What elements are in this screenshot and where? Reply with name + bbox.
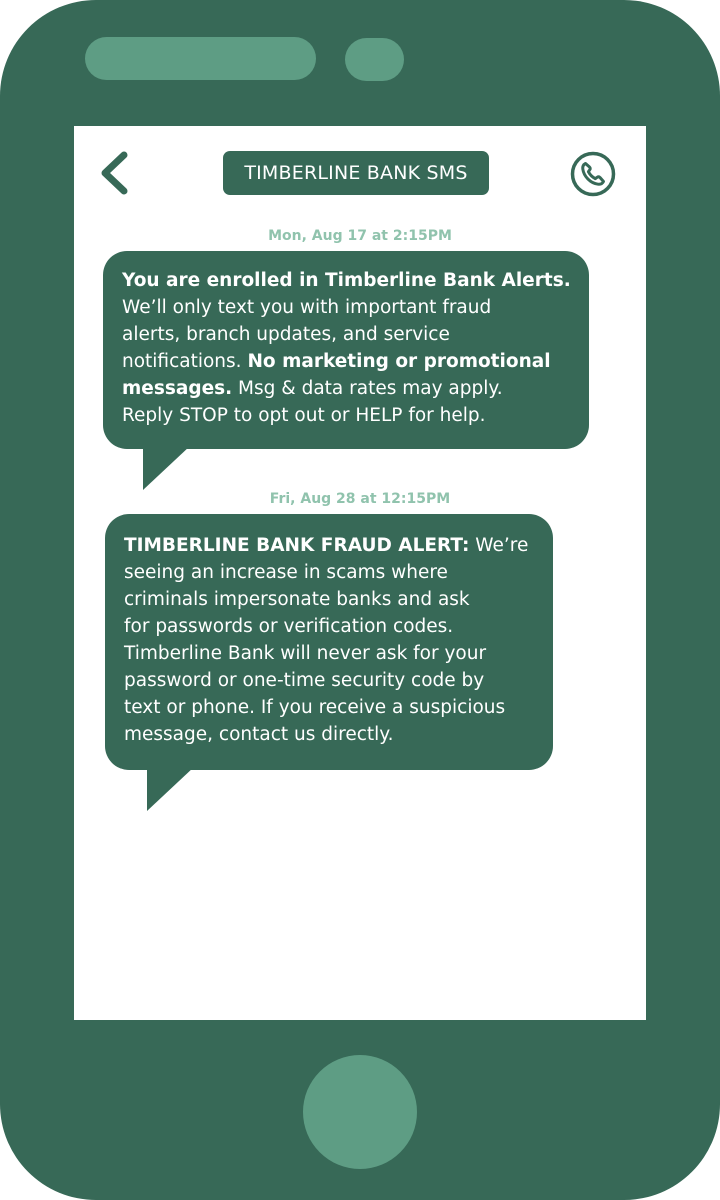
message-bubble (103, 251, 589, 449)
message-line (122, 348, 579, 375)
message-text: seeing an increase in scams where (124, 562, 448, 583)
message-line (124, 613, 543, 640)
message-text: We’re (469, 535, 529, 556)
message-line (124, 640, 543, 667)
message-line (124, 559, 543, 586)
phone-icon[interactable] (570, 151, 616, 197)
message-text: message, contact us directly. (124, 724, 394, 745)
message-line (124, 667, 543, 694)
message-text-bold: messages. (122, 378, 233, 399)
message-line (122, 402, 579, 429)
message-text: for passwords or verification codes. (124, 616, 454, 637)
message-text: Timberline Bank will never ask for your (124, 643, 487, 664)
message-text-bold: TIMBERLINE BANK FRAUD ALERT: (124, 535, 470, 556)
message-text: text or phone. If you receive a suspicious (124, 697, 506, 718)
message-text: We’ll only text you with important fraud (122, 297, 492, 318)
message-timestamp: Mon, Aug 17 at 2:15PM (268, 228, 452, 244)
message-text: criminals impersonate banks and ask (124, 589, 470, 610)
phone-speaker (85, 37, 316, 80)
conversation-title: TIMBERLINE BANK SMS (223, 151, 489, 195)
message-text: alerts, branch updates, and service (122, 324, 450, 345)
home-button[interactable] (303, 1055, 417, 1169)
bubble-tail (147, 767, 197, 812)
message-text-bold: No marketing or promotional (247, 351, 551, 372)
message-bubble (105, 514, 553, 770)
sms-screen (74, 126, 646, 1020)
phone-camera (345, 38, 404, 81)
message-text: Reply STOP to opt out or HELP for help. (122, 405, 486, 426)
message-line (124, 586, 543, 613)
chevron-left-icon[interactable] (98, 150, 134, 196)
message-timestamp: Fri, Aug 28 at 12:15PM (269, 491, 451, 507)
message-line (124, 694, 543, 721)
message-line (124, 532, 543, 559)
message-line (122, 321, 579, 348)
message-text-bold: You are enrolled in Timberline Bank Alerts. (122, 270, 571, 291)
message-text: notifications. (122, 351, 248, 372)
message-text: Msg & data rates may apply. (232, 378, 503, 399)
bubble-tail (143, 446, 193, 491)
message-line (124, 721, 543, 748)
message-text: password or one-time security code by (124, 670, 485, 691)
message-line (122, 375, 579, 402)
message-line (122, 294, 579, 321)
message-line (122, 267, 579, 294)
